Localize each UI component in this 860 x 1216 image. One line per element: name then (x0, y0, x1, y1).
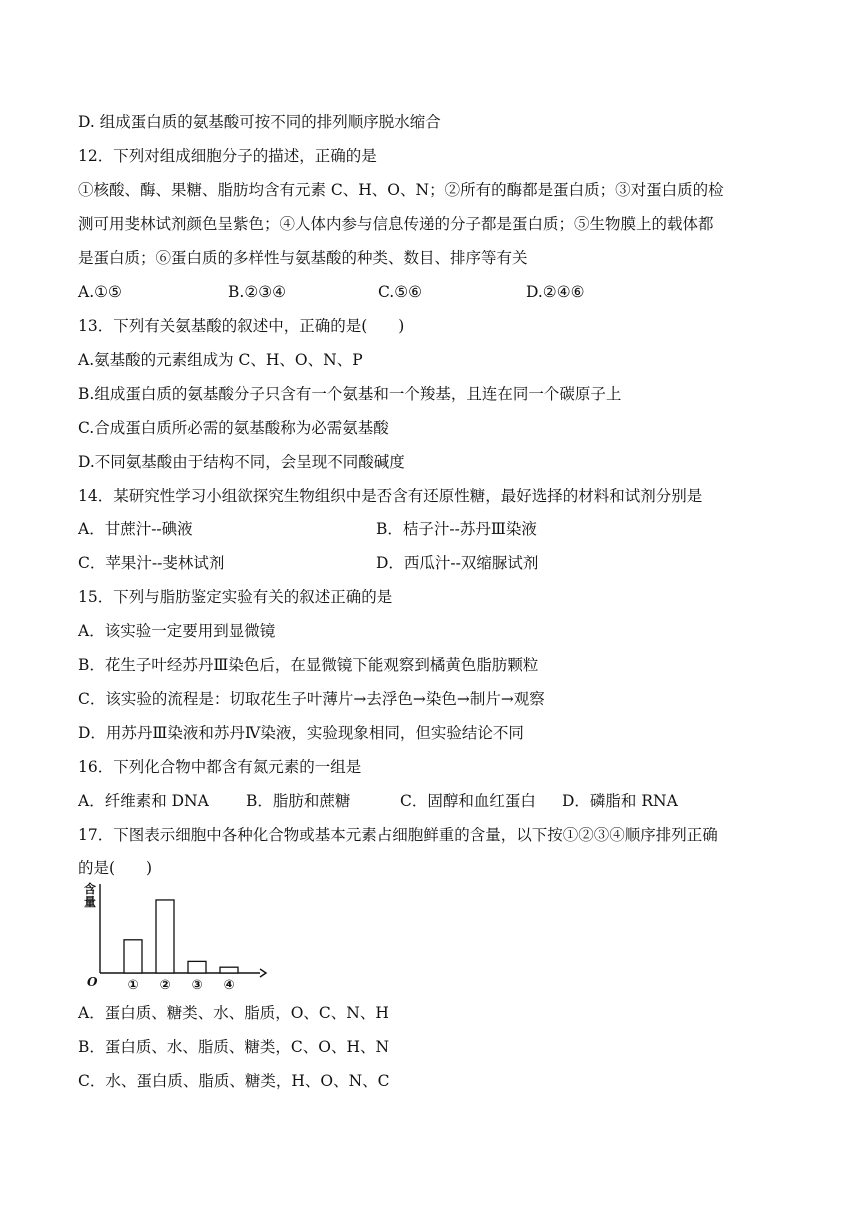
q12-option-a: A.①⑤ (78, 283, 122, 301)
q12-statements-3: 是蛋白质；⑥蛋白质的多样性与氨基酸的种类、数目、排序等有关 (78, 249, 528, 267)
q14-option-a: A．甘蔗汁--碘液 (78, 520, 193, 538)
q12-statements-1: ①核酸、酶、果糖、脂肪均含有元素 C、H、O、N；②所有的酶都是蛋白质；③对蛋白质的检 (78, 181, 724, 199)
q12-option-c: C.⑤⑥ (378, 283, 423, 301)
q13-option-d: D.不同氨基酸由于结构不同，会呈现不同酸碱度 (78, 453, 405, 471)
q11-option-d: D. 组成蛋白质的氨基酸可按不同的排列顺序脱水缩合 (78, 113, 441, 131)
origin-label: O (87, 975, 98, 989)
q17-option-a: A．蛋白质、糖类、水、脂质，O、C、N、H (78, 1004, 389, 1022)
q15-option-c: C．该实验的流程是：切取花生子叶薄片→去浮色→染色→制片→观察 (78, 690, 545, 708)
q15-option-b: B．花生子叶经苏丹Ⅲ染色后，在显微镜下能观察到橘黄色脂肪颗粒 (78, 656, 539, 674)
q13-stem: 13．下列有关氨基酸的叙述中，正确的是( ) (78, 317, 405, 335)
chart-axes (84, 881, 266, 989)
q14-option-c: C．苹果汁--斐林试剂 (78, 554, 225, 572)
q16-option-c: C．固醇和血红蛋白 (400, 792, 536, 810)
bar-3 (188, 961, 206, 973)
y-axis-label: 量 (84, 895, 97, 909)
tick-label-4: ④ (223, 978, 235, 992)
q12-option-b: B.②③④ (228, 283, 287, 301)
q15-option-a: A．该实验一定要用到显微镜 (78, 622, 276, 640)
q14-option-d: D．西瓜汁--双缩脲试剂 (376, 554, 539, 572)
tick-label-1: ① (127, 978, 139, 992)
bar-1 (124, 940, 142, 973)
bar-4 (220, 967, 238, 973)
q12-option-d: D.②④⑥ (526, 283, 585, 301)
x-axis-arrow-icon (260, 969, 266, 977)
q12-stem: 12．下列对组成细胞分子的描述，正确的是 (78, 147, 377, 165)
y-axis-label: 含 (84, 882, 97, 896)
q12-statements-2: 测可用斐林试剂颜色呈紫色；④人体内参与信息传递的分子都是蛋白质；⑤生物膜上的载体都 (78, 215, 714, 233)
tick-label-2: ② (159, 978, 171, 992)
bar-2 (156, 900, 174, 973)
q17-bar-chart (84, 880, 274, 992)
q17-stem: 17．下图表示细胞中各种化合物或基本元素占细胞鲜重的含量，以下按①②③④顺序排列正确 (78, 826, 718, 844)
q16-option-d: D．磷脂和 RNA (562, 792, 678, 810)
q16-option-a: A．纤维素和 DNA (78, 792, 209, 810)
q13-option-c: C.合成蛋白质所必需的氨基酸称为必需氨基酸 (78, 419, 389, 437)
chart-ticks (127, 978, 234, 992)
q13-option-a: A.氨基酸的元素组成为 C、H、O、N、P (78, 351, 363, 369)
q16-stem: 16．下列化合物中都含有氮元素的一组是 (78, 758, 362, 776)
q17-option-b: B．蛋白质、水、脂质、糖类，C、O、H、N (78, 1038, 390, 1056)
chart-bars (124, 900, 238, 973)
q14-stem: 14．某研究性学习小组欲探究生物组织中是否含有还原性糖，最好选择的材料和试剂分别是 (78, 487, 703, 505)
q15-option-d: D．用苏丹Ⅲ染液和苏丹Ⅳ染液，实验现象相同，但实验结论不同 (78, 724, 524, 742)
q17-stem-cont: 的是( ) (78, 859, 153, 877)
q17-option-c: C．水、蛋白质、脂质、糖类，H、O、N、C (78, 1072, 390, 1090)
q13-option-b: B.组成蛋白质的氨基酸分子只含有一个氨基和一个羧基，且连在同一个碳原子上 (78, 385, 622, 403)
tick-label-3: ③ (191, 978, 203, 992)
q15-stem: 15．下列与脂肪鉴定实验有关的叙述正确的是 (78, 588, 393, 606)
q14-option-b: B．桔子汁--苏丹Ⅲ染液 (376, 520, 537, 538)
q16-option-b: B．脂肪和蔗糖 (246, 792, 351, 810)
